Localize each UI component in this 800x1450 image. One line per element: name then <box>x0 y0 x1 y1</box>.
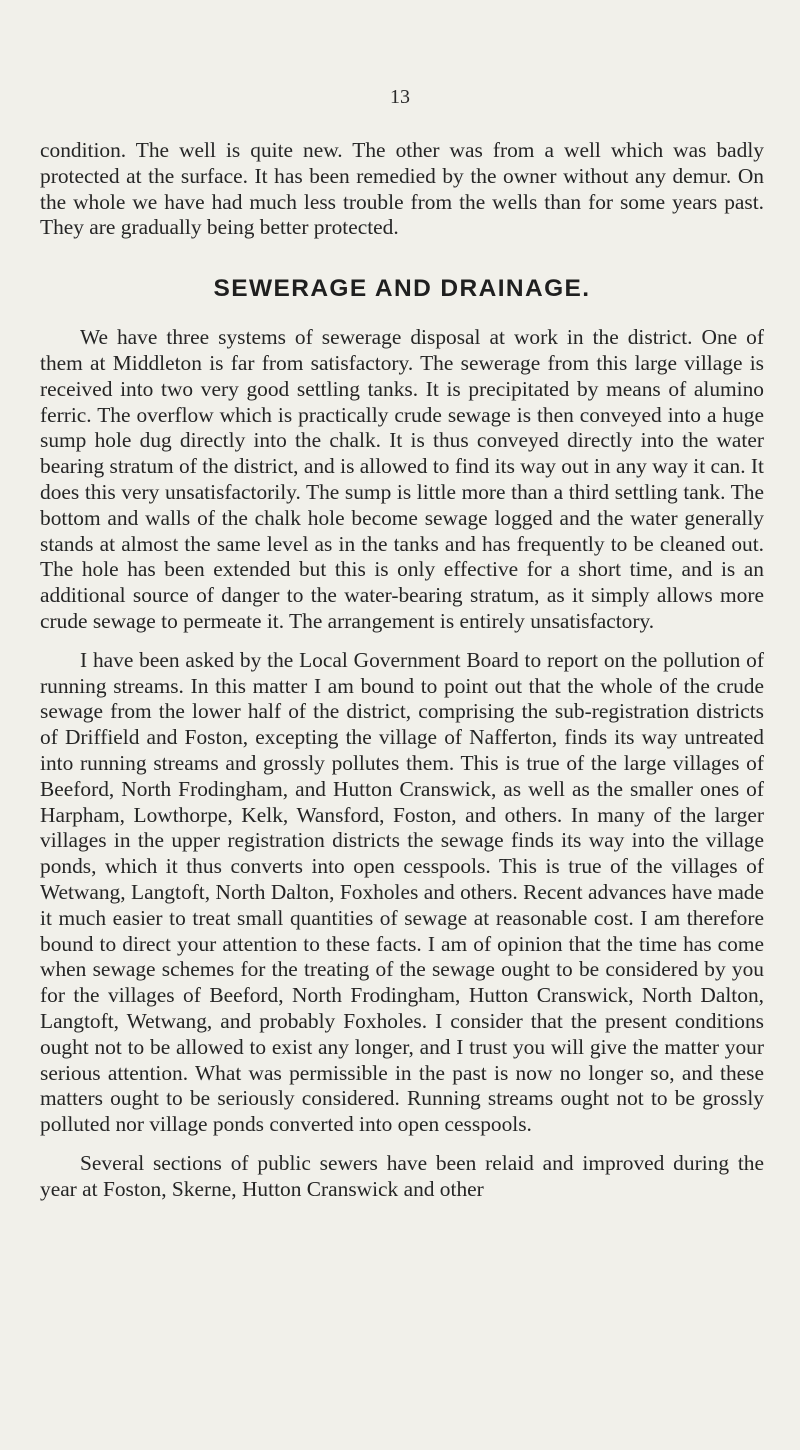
paragraph-public-sewers: Several sections of public sewers have been relaid and improved during the year at Foston, Skerne, Hutton Cranswick and other <box>40 1150 764 1201</box>
paragraph-sewerage-systems: We have three systems of sewerage disposal at work in the district. One of them at Middleton is far from satisfactory. The sewerage from this large village is received into two very good settling tanks. It is precipitated by means of alumino ferric. The overflow which is practically crude sewage is then conveyed into a huge sump hole dug directly into the chalk. It is thus conveyed directly into the water bearing stratum of the district, and is allowed to find its way out in any way it can. It does this very unsatisfactorily. The sump is little more than a third settling tank. The bottom and walls of the chalk hole become sewage logged and the water generally stands at almost the same level as in the tanks and has frequently to be cleaned out. The hole has been extended but this is only effective for a short time, and is an additional source of danger to the water-bearing stratum, as it simply allows more crude sewage to permeate it. The arrangement is entirely unsatisfactory. <box>40 325 764 633</box>
section-heading: SEWERAGE AND DRAINAGE. <box>213 275 591 303</box>
page-body <box>40 138 764 1202</box>
paragraph-stream-pollution: I have been asked by the Local Government Board to report on the pollution of running streams. In this matter I am bound to point out that the whole of the crude sewage from the lower half of the district, comprising the sub-registration districts of Driffield and Foston, excepting the village of Nafferton, finds its way untreated into running streams and grossly pollutes them. This is true of the large villages of Beeford, North Frodingham, and Hutton Cranswick, as well as the smaller ones of Harpham, Lowthorpe, Kelk, Wansford, Foston, and others. In many of the larger villages in the upper registration districts the sewage finds its way into the village ponds, which it thus converts into open cesspools. This is true of the villages of Wetwang, Langtoft, North Dalton, Foxholes and others. Recent advances have made it much easier to treat small quantities of sewage at reasonable cost. I am therefore bound to direct your attention to these facts. I am of opinion that the time has come when sewage schemes for the treating of the sewage ought to be considered by you for the villages of Beeford, North Frodingham, Hutton Cranswick, North Dalton, Langtoft, Wetwang, and probably Foxholes. I consider that the present conditions ought not to be allowed to exist any longer, and I trust you will give the matter your serious attention. What was permissible in the past is now no longer so, and these matters ought to be seriously considered. Running streams ought not to be grossly polluted nor village ponds converted into open cesspools. <box>40 647 764 1137</box>
paragraph-continuation: condition. The well is quite new. The other was from a well which was badly protected at the surface. It has been remedied by the owner without any demur. On the whole we have had much less trouble from the wells than for some years past. They are gradually being better protected. <box>40 138 764 240</box>
page-number: 13 <box>390 86 410 108</box>
